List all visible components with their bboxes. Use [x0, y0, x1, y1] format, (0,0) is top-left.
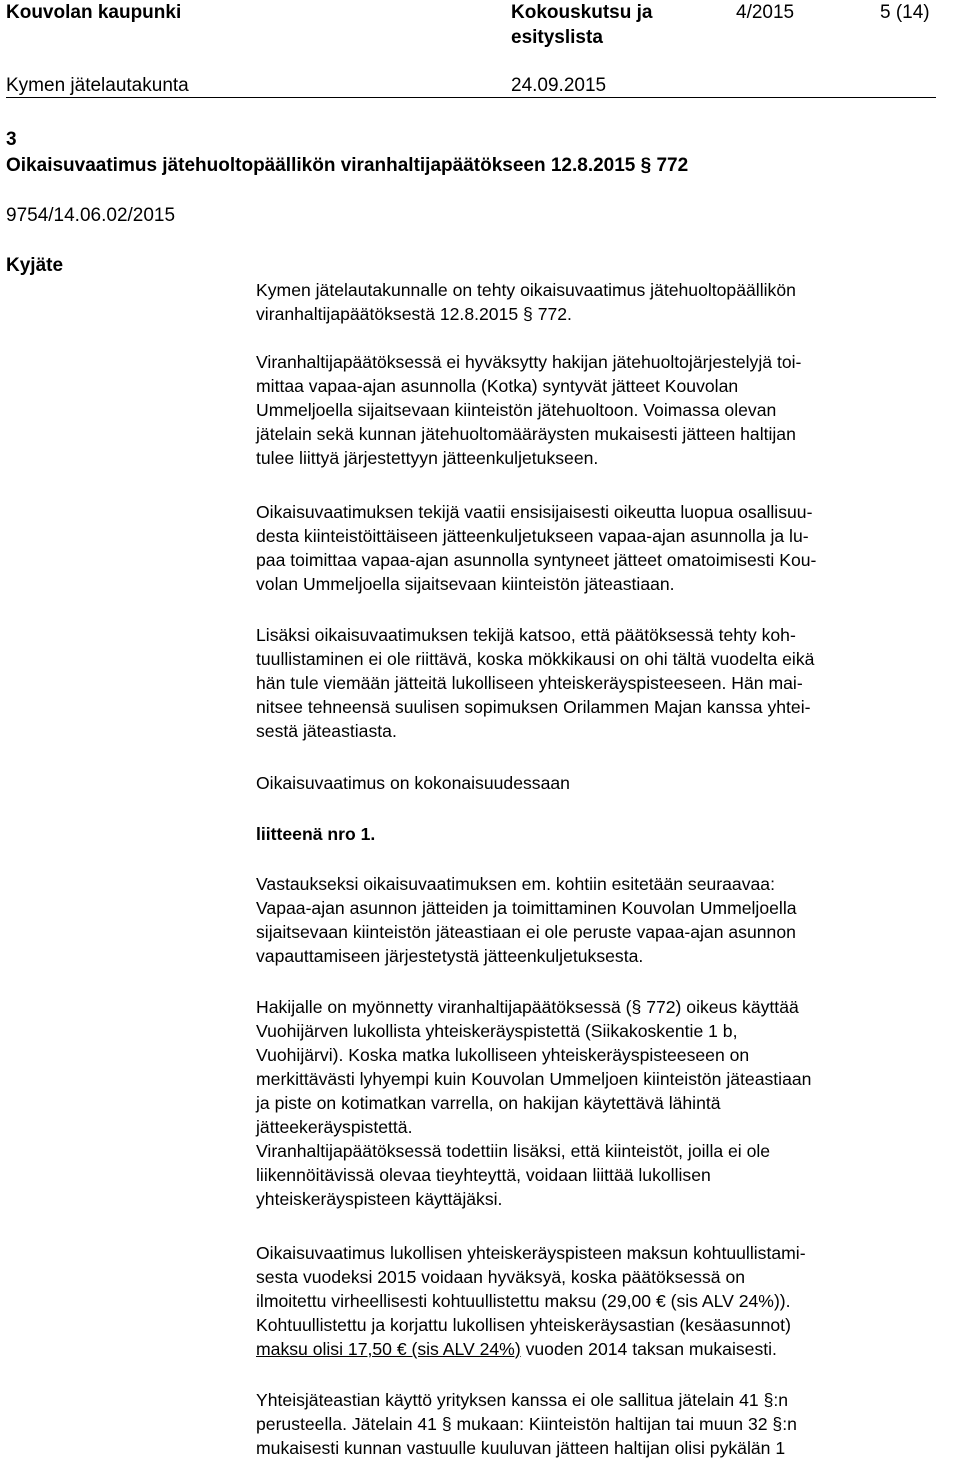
text-line: perusteella. Jätelain 41 § mukaan: Kiinteistön haltijan tai muun 32 §:n: [256, 1414, 797, 1434]
text-line: Oikaisuvaatimus lukollisen yhteiskeräyspisteen maksun kohtuullistami-: [256, 1243, 806, 1263]
text-line: nitsee tehneensä suulisen sopimuksen Orilammen Majan kanssa yhtei-: [256, 697, 811, 717]
paragraph-shared-bin: [256, 1388, 936, 1460]
paragraph-decision: [256, 350, 936, 470]
text-line: sijaitsevaan kiinteistön jäteastiaan ei ole peruste vapaa-ajan asunnon: [256, 922, 796, 942]
paragraph-additional: [256, 623, 936, 743]
text-line: mittaa vapaa-ajan asunnolla (Kotka) syntyvät jätteet Kouvolan: [256, 376, 739, 396]
header-divider: [6, 97, 936, 98]
text-line: Yhteisjäteastian käyttö yrityksen kanssa ei ole sallitua jätelain 41 §:n: [256, 1390, 789, 1410]
text-line: [256, 1337, 936, 1361]
text-line: volan Ummeljoella sijaitsevaan kiinteistön jäteastiaan.: [256, 574, 675, 594]
text-line: paa toimittaa vapaa-ajan asunnolla syntyneet jätteet omatoimisesti Kou-: [256, 550, 817, 570]
text-line: Oikaisuvaatimuksen tekijä vaatii ensisijaisesti oikeutta luopua osallisuu-: [256, 502, 813, 522]
text-line: yhteiskeräyspisteen käyttäjäksi.: [256, 1189, 503, 1209]
text-line: Kymen jätelautakunnalle on tehty oikaisuvaatimus jätehuoltopäällikön: [256, 280, 796, 300]
text-line: tulee liittyä järjestettyyn jätteenkuljetukseen.: [256, 448, 599, 468]
page-number: 5 (14): [880, 2, 930, 23]
text-line: Kohtuullistettu ja korjattu lukollisen yhteiskeräysastian (kesäasunnot): [256, 1315, 791, 1335]
committee-name: Kymen jätelautakunta: [6, 75, 189, 96]
meeting-date: 24.09.2015: [511, 75, 607, 96]
text-line: sestä jäteastiasta.: [256, 721, 397, 741]
section-number: 3: [6, 129, 17, 150]
text-line: vapauttamiseen järjestetystä jätteenkuljetuksesta.: [256, 946, 644, 966]
text-line: tuullistaminen ei ole riittävä, koska mökkikausi on ohi tältä vuodelta eikä: [256, 649, 815, 669]
text-line: Vapaa-ajan asunnon jätteiden ja toimittaminen Kouvolan Ummeljoella: [256, 898, 797, 918]
text-line: Viranhaltijapäätöksessä todettiin lisäksi, että kiinteistöt, joilla ei ole: [256, 1141, 771, 1161]
text-line: Viranhaltijapäätöksessä ei hyväksytty hakijan jätehuoltojärjestelyjä toi-: [256, 352, 802, 372]
attachment-reference: [256, 822, 936, 846]
fee-text-tail: vuoden 2014 taksan mukaisesti.: [520, 1339, 777, 1359]
paragraph-permission: [256, 995, 936, 1211]
text-line: Ummeljoella sijaitsevaan kiinteistön jätehuoltoon. Voimassa olevan: [256, 400, 777, 420]
text-line: jätelain sekä kunnan jätehuoltomääräysten mukaisesti jätteen haltijan: [256, 424, 796, 444]
text-line: Vuohijärven lukollista yhteiskeräyspistettä (Siikakoskentie 1 b,: [256, 1021, 738, 1041]
paragraph-attachment: [256, 771, 936, 795]
text-line: Oikaisuvaatimus on kokonaisuudessaan: [256, 773, 570, 793]
paragraph-response: [256, 872, 936, 968]
text-line: merkittävästi lyhyempi kuin Kouvolan Ummeljoen kiinteistön jäteastiaan: [256, 1069, 812, 1089]
paragraph-fee: [256, 1241, 936, 1361]
text-line: ilmoitettu virheellisesti kohtuullistettu maksu (29,00 € (sis ALV 24%)).: [256, 1291, 791, 1311]
text-line: jätteekeräyspistettä.: [256, 1117, 413, 1137]
text-line: ja piste on kotimatkan varrella, on hakijan käytettävä lähintä: [256, 1093, 721, 1113]
text-line: Vastaukseksi oikaisuvaatimuksen em. kohtiin esitetään seuraavaa:: [256, 874, 775, 894]
text-line: Hakijalle on myönnetty viranhaltijapäätöksessä (§ 772) oikeus käyttää: [256, 997, 799, 1017]
text-line: liikennöitävissä olevaa tieyhteyttä, voidaan liittää lukollisen: [256, 1165, 711, 1185]
organization-name: Kouvolan kaupunki: [6, 2, 182, 23]
text-line: Lisäksi oikaisuvaatimuksen tekijä katsoo, että päätöksessä tehty koh-: [256, 625, 796, 645]
text-line: mukaisesti kunnan vastuulle kuuluvan jätteen haltijan olisi pykälän 1: [256, 1438, 786, 1458]
reference-number: 9754/14.06.02/2015: [6, 205, 176, 226]
paragraph-claim: [256, 500, 936, 596]
text-line: liitteenä nro 1.: [256, 824, 376, 844]
doc-type-line2: esityslista: [511, 27, 603, 48]
section-title: Oikaisuvaatimus jätehuoltopäällikön viranhaltijapäätökseen 12.8.2015 § 772: [6, 155, 689, 176]
text-line: desta kiinteistöittäiseen jätteenkuljetukseen vapaa-ajan asunnolla ja lu-: [256, 526, 809, 546]
meeting-number: 4/2015: [736, 2, 795, 23]
paragraph-intro: [256, 278, 936, 326]
text-line: hän tule viemään jätteitä lukolliseen yhteiskeräyspisteeseen. Hän mai-: [256, 673, 803, 693]
section-label: Kyjäte: [6, 255, 64, 276]
text-line: sesta vuodeksi 2015 voidaan hyväksyä, koska päätöksessä on: [256, 1267, 746, 1287]
doc-type-line1: Kokouskutsu ja: [511, 2, 653, 23]
text-line: Vuohijärvi). Koska matka lukolliseen yhteiskeräyspisteeseen on: [256, 1045, 750, 1065]
text-line: viranhaltijapäätöksestä 12.8.2015 § 772.: [256, 304, 572, 324]
underlined-fee-text: maksu olisi 17,50 € (sis ALV 24%): [256, 1339, 521, 1359]
